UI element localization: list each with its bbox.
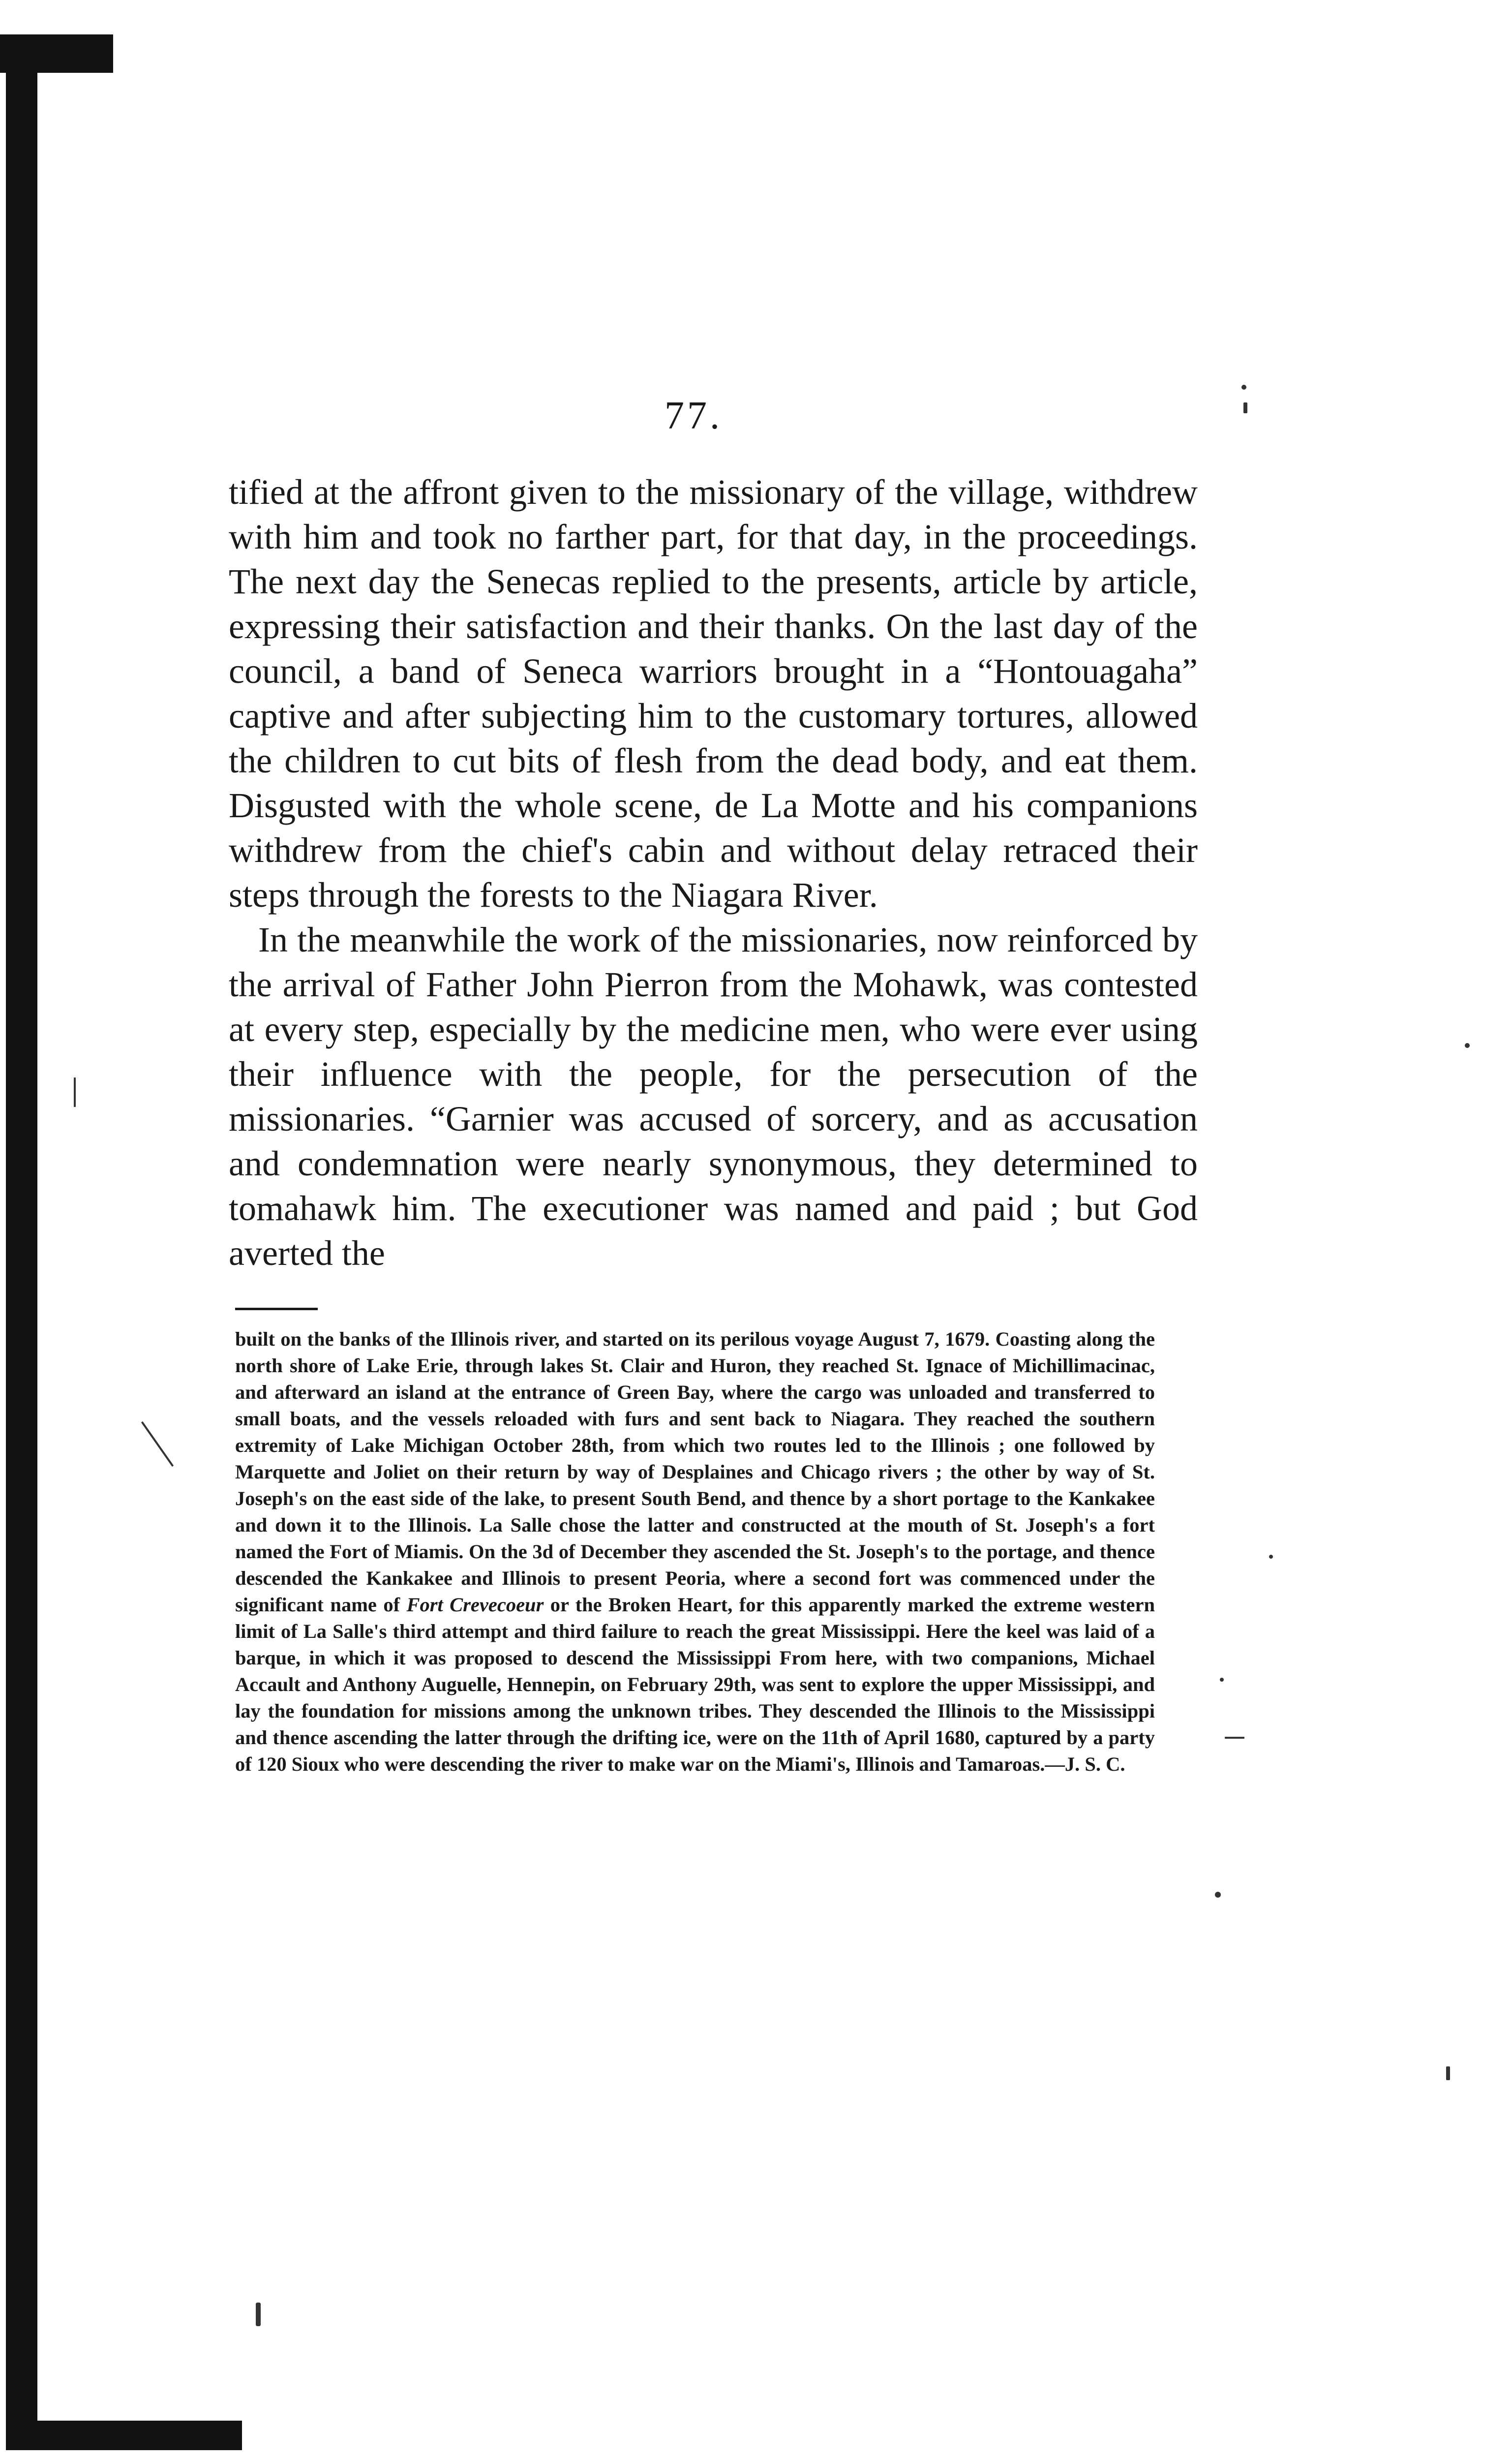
- scan-speck: [256, 2303, 261, 2326]
- footnote: [235, 1326, 1155, 1778]
- margin-bracket-vertical: [6, 34, 37, 2450]
- scan-speck: [1243, 402, 1247, 413]
- scan-speck: [1269, 1555, 1273, 1559]
- footnote-paragraph: [235, 1326, 1155, 1778]
- body-text: [229, 470, 1198, 1276]
- scan-speck: [1225, 1737, 1244, 1739]
- body-paragraph: In the meanwhile the work of the missionaries, now reinforced by the arrival of Father John Pierron from the Mohawk, was contested at every step, especially by the medicine men, who were ever using their influence with the people, for the persecution of the missionaries. “Garnier was accused of sorcery, and as accusation and condemnation were nearly synonymous, they determined to tomahawk him. The executioner was named and paid ; but God averted the: [229, 920, 1198, 1273]
- scan-speck: [1241, 385, 1246, 390]
- footnote-divider: [235, 1308, 318, 1310]
- scan-speck: [1465, 1043, 1470, 1048]
- scan-speck: [141, 1421, 174, 1467]
- page-number: 77.: [665, 394, 723, 437]
- margin-bracket-top: [0, 34, 113, 73]
- scan-speck: [1220, 1678, 1224, 1682]
- footnote-text-before: built on the banks of the Illinois river, and started on its perilous voyage August 7, 1679. Coasting along the north shore of Lake Erie, through lakes St. Clair and Huron, they reached St. Ignace of Michillimacinac, and afterward an island at the entrance of Green Bay, where the cargo was unloaded and transferred to small boats, and the vessels reloaded with furs and sent back to Niagara. They reached the southern extremity of Lake Michigan October 28th, from which two routes led to the Illinois ; one followed by Marquette and Joliet on their return by way of Desplaines and Chicago rivers ; the other by way of St. Joseph's on the east side of the lake, to present South Bend, and thence by a short portage to the Kankakee and down it to the Illinois. La Salle chose the latter and constructed at the mouth of St. Joseph's a fort named the Fort of Miamis. On the 3d of December they ascended the St. Joseph's to the portage, and thence descended the Kankakee and Illinois to present Peoria, where a second fort was commenced under the significant name of: [235, 1328, 1155, 1616]
- scan-speck: [74, 1077, 76, 1107]
- body-paragraph: tified at the affront given to the missionary of the village, withdrew with him and took no farther part, for that day, in the proceedings. The next day the Senecas replied to the presents, article by article, expressing their satisfaction and their thanks. On the last day of the council, a band of Seneca warriors brought in a “Hontouagaha” captive and after subjecting him to the customary tortures, allowed the children to cut bits of flesh from the dead body, and eat them. Disgusted with the whole scene, de La Motte and his companions withdrew from the chief's cabin and without delay retraced their steps through the forests to the Niagara River.: [229, 472, 1198, 915]
- footnote-text-after: or the Broken Heart, for this apparently marked the extreme western limit of La Salle's third attempt and third failure to reach the great Mississippi. Here the keel was laid of a barque, in which it was proposed to descend the Mississippi From here, with two companions, Michael Accault and Anthony Auguelle, Hennepin, on February 29th, was sent to explore the upper Mississippi, and lay the foundation for missions among the unknown tribes. They descended the Illinois to the Mississippi and thence ascending the latter through the drifting ice, were on the 11th of April 1680, captured by a party of 120 Sioux who were descending the river to make war on the Miami's, Illinois and Tamaroas.—J. S. C.: [235, 1594, 1155, 1775]
- scan-speck: [1215, 1892, 1221, 1898]
- scan-speck: [1446, 2066, 1450, 2080]
- footnote-fort-name: Fort Crevecoeur: [406, 1594, 544, 1616]
- margin-bracket-bottom: [6, 2421, 242, 2450]
